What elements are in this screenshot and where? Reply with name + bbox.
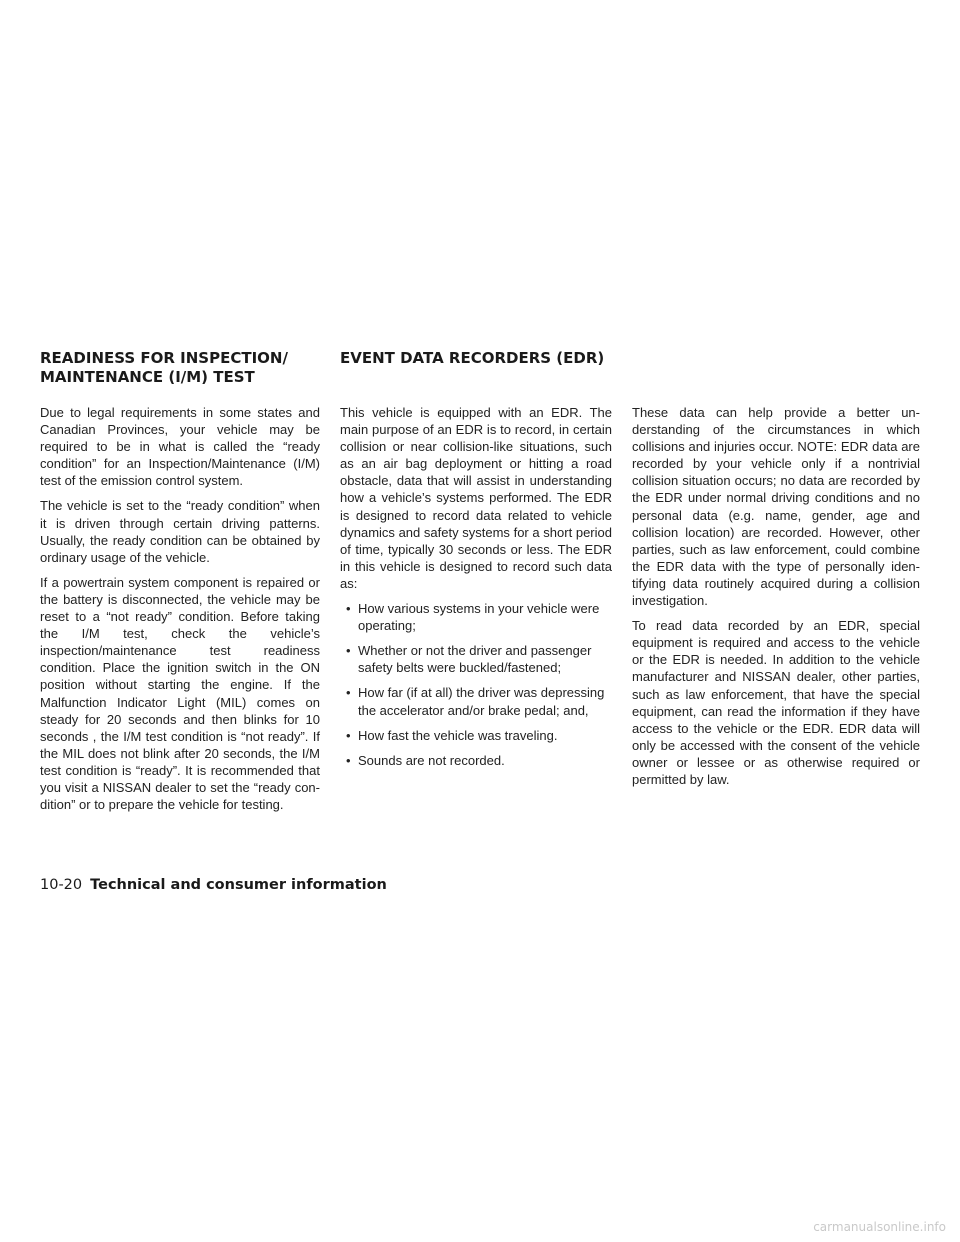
- paragraph: These data can help provide a better understanding of the circumstances in which collisions and injuries occur. NOTE: EDR data are recorded by your vehicle only if a nontrivial collision situation occurs; no data are recorded by the EDR under normal driving conditions and no personal data (e.g. name, gender, age and collision location) are recorded. However, other parties, such as law enforcement, could combine the EDR data with the type of personally identifying data routinely acquired during a collision investigation.: [632, 405, 920, 609]
- heading-line-2: MAINTENANCE (I/M) TEST: [40, 368, 255, 386]
- list-item: • How far (if at all) the driver was depressing the accelerator and/or brake pedal; and,: [346, 685, 605, 718]
- bullet-icon: •: [346, 601, 351, 617]
- list-item: • Whether or not the driver and passenger safety belts were buckled/fastened;: [346, 643, 592, 676]
- column-3: [632, 404, 920, 796]
- section-heading-edr: EVENT DATA RECORDERS (EDR): [340, 349, 605, 367]
- edr-data-list: [340, 600, 612, 769]
- paragraph: The vehicle is set to the “ready condition” when it is driven through certain driving patterns. Usually, the ready condition can be obtained by ordinary usage of the vehicle.: [40, 498, 320, 565]
- bullet-icon: •: [346, 727, 351, 743]
- bullet-icon: •: [346, 643, 351, 659]
- column-2: [340, 404, 612, 777]
- section-heading-readiness: [40, 349, 330, 387]
- heading-line-1: READINESS FOR INSPECTION/: [40, 349, 288, 367]
- watermark: carmanualsonline.info: [813, 1220, 946, 1234]
- page-number: 10-20: [40, 877, 83, 893]
- paragraph: Due to legal requirements in some states and Canadian Provinces, your vehicle may be required to be in what is called the “ready condition” for an Inspection/Maintenance (I/M) test of the emission control system.: [40, 405, 320, 489]
- list-item: • How various systems in your vehicle were operating;: [346, 601, 600, 634]
- bullet-icon: •: [346, 685, 351, 701]
- page-footer: [40, 876, 387, 894]
- paragraph: This vehicle is equipped with an EDR. The main purpose of an EDR is to record, in certain collision or near collision-like situations, such as an air bag deployment or hitting a road obstacle, data that will assist in understanding how a vehicle’s systems performed. The EDR is designed to record data related to vehicle dynamics and safety systems for a short period of time, typically 30 seconds or less. The EDR in this vehicle is designed to record such data as:: [340, 405, 612, 591]
- paragraph: To read data recorded by an EDR, special equipment is required and access to the vehicle or the EDR is needed. In addition to the vehicle manufacturer and NISSAN dealer, other parties, such as law enforcement, that have the special equipment, can read the information if they have access to the vehicle or the EDR. EDR data will only be accessed with the consent of the vehicle owner or lessee or as otherwise required or permitted by law.: [632, 618, 920, 787]
- list-item: • Sounds are not recorded.: [346, 752, 505, 768]
- column-1: [40, 404, 320, 821]
- footer-section-title: Technical and consumer information: [90, 877, 387, 893]
- bullet-icon: •: [346, 752, 351, 768]
- list-item: • How fast the vehicle was traveling.: [346, 727, 558, 743]
- paragraph: If a powertrain system component is repaired or the battery is disconnected, the vehicle may be reset to a “not ready” condition. Before taking the I/M test, check the vehicle’s inspection/maintenance test readiness condition. Place the ignition switch in the ON position without starting the engine. If the Malfunction Indicator Light (MIL) comes on steady for 20 seconds and then blinks for 10 seconds , the I/M test condition is “not ready”. If the MIL does not blink after 20 seconds, the I/M test condition is “ready”. It is recommended that you visit a NISSAN dealer to set the “ready condition” or to prepare the vehicle for testing.: [40, 574, 320, 813]
